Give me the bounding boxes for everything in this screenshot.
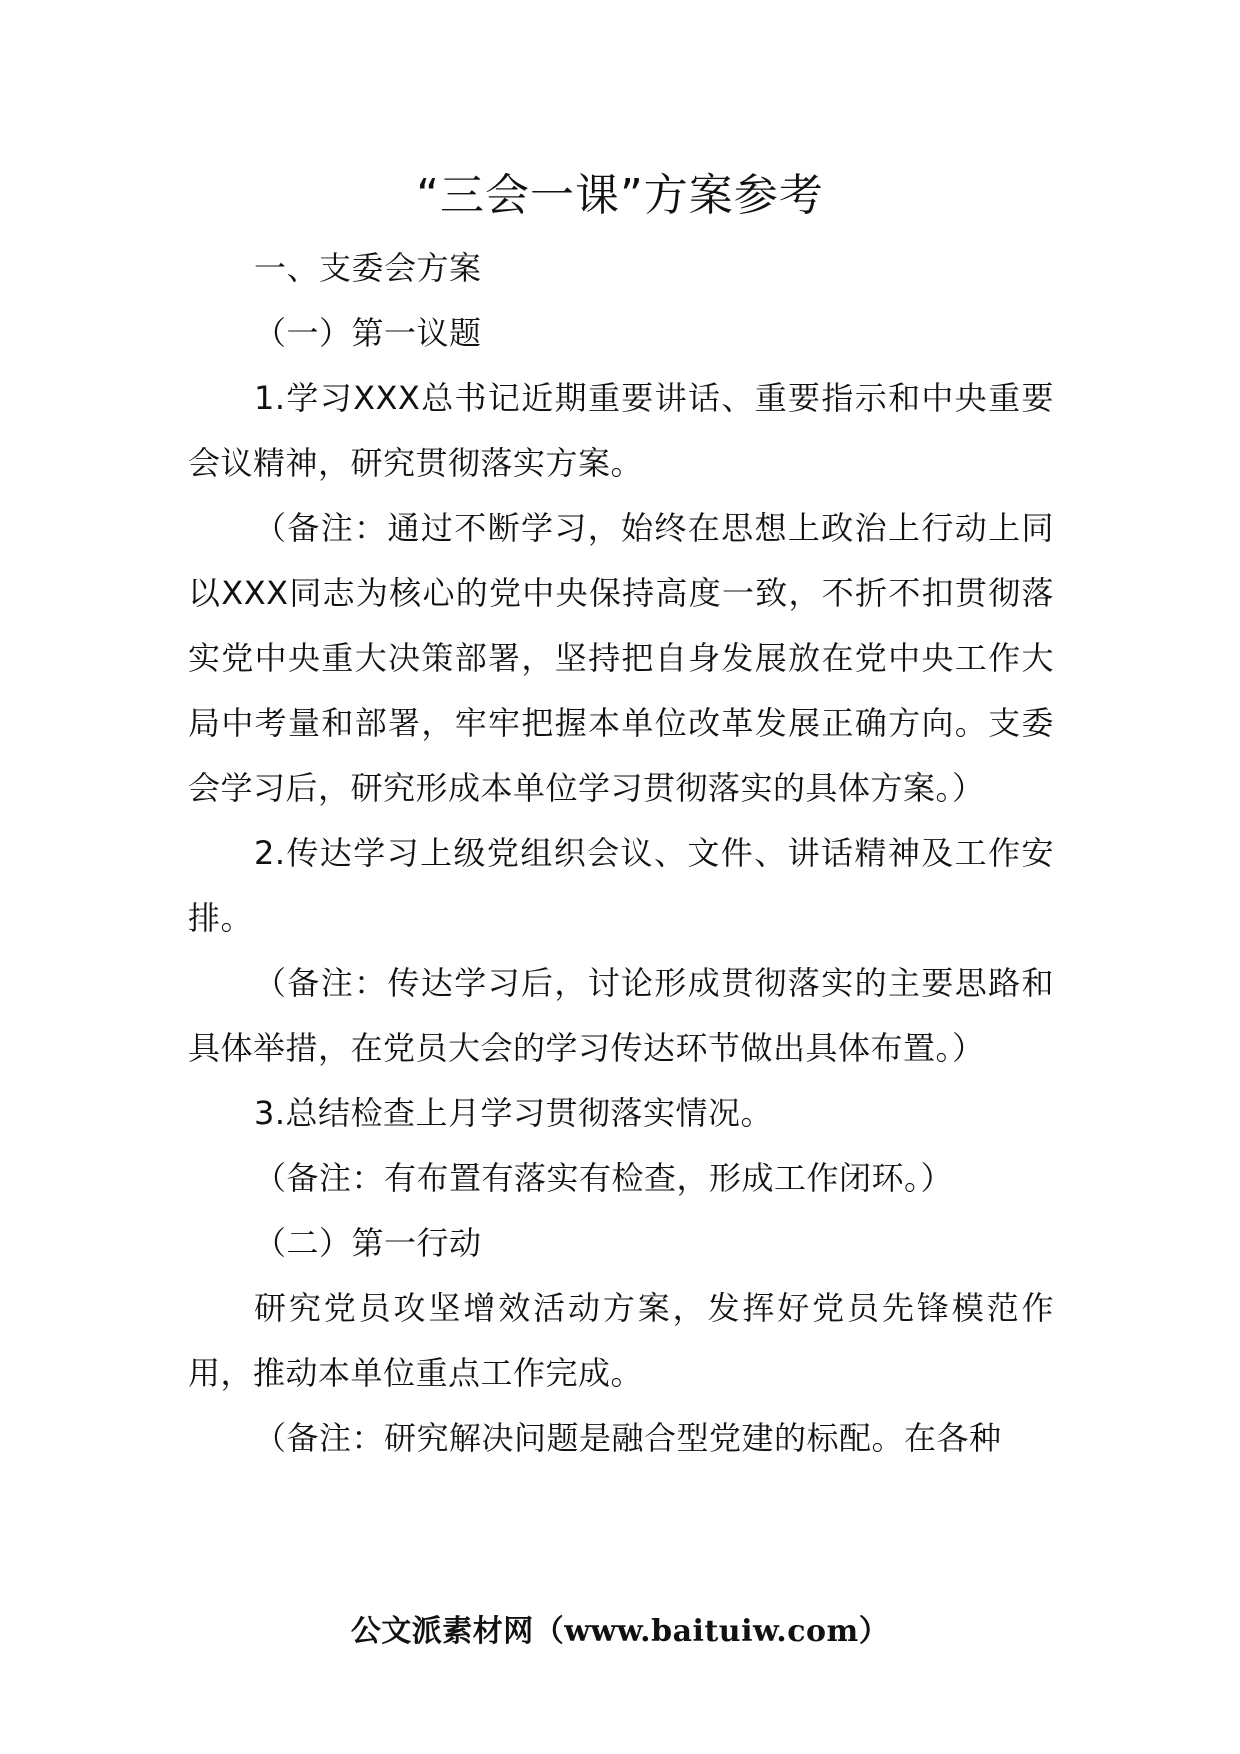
document-body [188, 236, 1054, 1471]
subsection-heading: （二）第一行动 [254, 1224, 482, 1262]
agenda-note: （备注：传达学习后，讨论形成贯彻落实的主要思路和具体举措，在党员大会的学习传达环节做出具体布置。） [188, 964, 1054, 1067]
agenda-item: 3.总结检查上月学习贯彻落实情况。 [254, 1094, 774, 1132]
body-paragraph: 研究党员攻坚增效活动方案，发挥好党员先锋模范作用，推动本单位重点工作完成。 [188, 1289, 1054, 1392]
agenda-note: （备注：研究解决问题是融合型党建的标配。在各种 [254, 1419, 1002, 1457]
agenda-note: （备注：有布置有落实有检查，形成工作闭环。） [254, 1159, 954, 1197]
agenda-item: 2.传达学习上级党组织会议、文件、讲话精神及工作安排。 [188, 834, 1054, 937]
footer-watermark: 公文派素材网（www.baituiw.com） [350, 1614, 890, 1649]
section-heading: 一、支委会方案 [254, 249, 482, 287]
subsection-heading: （一）第一议题 [254, 314, 482, 352]
agenda-note: （备注：通过不断学习，始终在思想上政治上行动上同以XXX同志为核心的党中央保持高度一致，不折不扣贯彻落实党中央重大决策部署，坚持把自身发展放在党中央工作大局中考量和部署，牢牢把握本单位改革发展正确方向。支委会学习后，研究形成本单位学习贯彻落实的具体方案。） [188, 509, 1054, 807]
document-title: “三会一课”方案参考 [416, 170, 824, 221]
agenda-item: 1.学习XXX总书记近期重要讲话、重要指示和中央重要会议精神，研究贯彻落实方案。 [188, 379, 1054, 482]
